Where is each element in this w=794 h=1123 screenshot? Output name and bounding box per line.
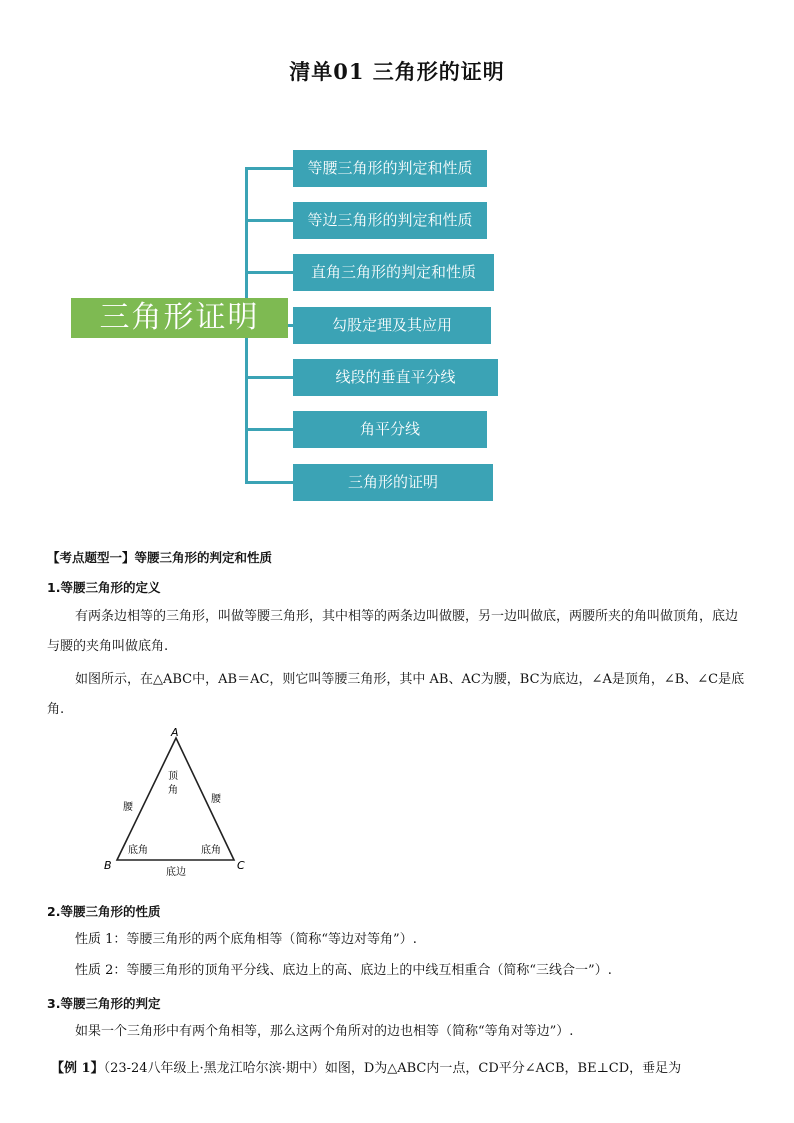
- apex-angle-label: 角: [168, 785, 178, 796]
- mindmap-branch-perpendicular-bisector: 线段的垂直平分线: [293, 359, 498, 396]
- right-leg-label: 腰: [211, 794, 221, 805]
- mindmap-branch-pythagoras: 勾股定理及其应用: [293, 307, 491, 344]
- vertex-c-label: C: [237, 859, 245, 872]
- example-paragraph: 如图所示，在△ABC中，AB＝AC，则它叫等腰三角形，其中 AB、AC为腰，BC为底边，∠A是顶角，∠B、∠C是底角.: [47, 672, 745, 717]
- subheading-judgement: 3.等腰三角形的判定: [47, 996, 161, 1011]
- example-source: （23-24八年级上·黑龙江哈尔滨·期中）: [103, 1061, 325, 1076]
- mindmap-root: 三角形证明: [71, 298, 288, 338]
- example-text: 如图，D为△ABC内一点，CD平分∠ACB，BE⊥CD，垂足为: [324, 1061, 682, 1076]
- section-heading: 【考点题型一】等腰三角形的判定和性质: [47, 550, 273, 565]
- vertex-b-label: B: [104, 859, 112, 872]
- mindmap-branch-isosceles: 等腰三角形的判定和性质: [293, 150, 487, 187]
- mindmap-connector: [245, 219, 293, 222]
- page-title: 清单01 三角形的证明: [289, 59, 505, 84]
- mindmap-connector: [245, 428, 293, 431]
- mindmap-connector: [245, 376, 293, 379]
- mindmap-branch-triangle-proof: 三角形的证明: [293, 464, 493, 501]
- subheading-definition: 1.等腰三角形的定义: [47, 580, 161, 595]
- isosceles-triangle-figure: [100, 727, 260, 885]
- mindmap-branch-angle-bisector: 角平分线: [293, 411, 487, 448]
- mindmap-connector: [245, 167, 293, 170]
- definition-paragraph: 有两条边相等的三角形，叫做等腰三角形，其中相等的两条边叫做腰，另一边叫做底，两腰所夹的角叫做顶角，底边与腰的夹角叫做底角.: [47, 609, 739, 654]
- mindmap-connector: [245, 481, 293, 484]
- subheading-properties: 2.等腰三角形的性质: [47, 904, 161, 919]
- example-label: 【例 1】: [51, 1061, 104, 1076]
- judgement-paragraph: 如果一个三角形中有两个角相等，那么这两个角所对的边也相等（简称“等角对等边”）.: [75, 1024, 574, 1039]
- left-leg-label: 腰: [123, 802, 133, 813]
- mindmap-branch-equilateral: 等边三角形的判定和性质: [293, 202, 487, 239]
- example-1: [51, 1057, 751, 1076]
- property-2: 性质 2：等腰三角形的顶角平分线、底边上的高、底边上的中线互相重合（简称“三线合一”）.: [75, 963, 612, 978]
- base-label: 底边: [166, 867, 186, 878]
- base-angle-left-label: 底角: [128, 845, 148, 856]
- mindmap-branch-right-triangle: 直角三角形的判定和性质: [293, 254, 494, 291]
- apex-angle-label: 顶: [168, 771, 178, 782]
- base-angle-right-label: 底角: [201, 845, 221, 856]
- property-1: 性质 1：等腰三角形的两个底角相等（简称“等边对等角”）.: [75, 932, 417, 947]
- mindmap-connector: [245, 271, 293, 274]
- vertex-a-label: A: [171, 727, 179, 739]
